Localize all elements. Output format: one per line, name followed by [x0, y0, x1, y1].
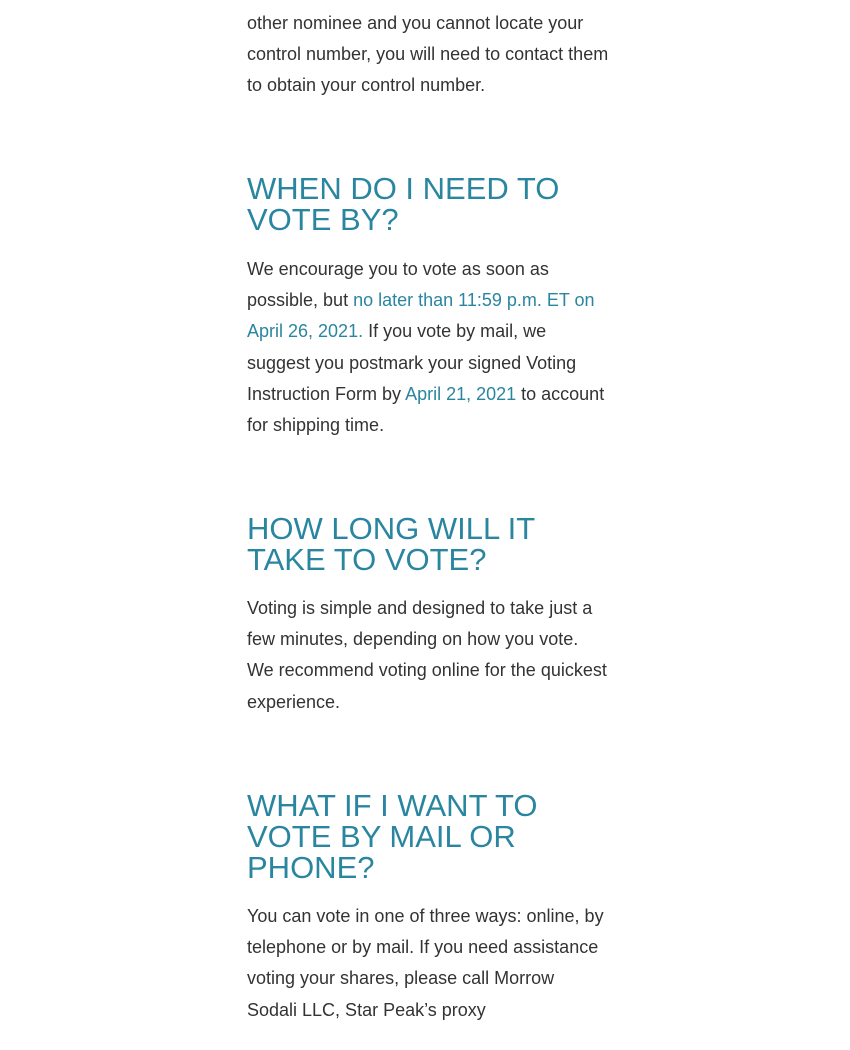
mail-postmark-date-highlight: April 21, 2021: [405, 383, 517, 404]
vote-methods-paragraph: [247, 901, 609, 1026]
vote-duration-text: Voting is simple and designed to take just a few minutes, depending on how you vote. We recommend voting online for the quickest experience.: [247, 598, 607, 712]
vote-deadline-text-1: We encourage you to vote as soon as possible, but: [247, 259, 549, 311]
vote-deadline-text-2: If you vote by mail, we suggest you postmark your signed Voting Instruction Form by: [247, 321, 577, 404]
vote-deadline-paragraph: [247, 254, 609, 441]
vote-deadline-highlight: no later than 11:59 p.m. ET on April 26, 2021.: [247, 290, 595, 342]
vote-duration-heading: HOW LONG WILL IT TAKE TO VOTE?: [247, 511, 535, 577]
vote-by-mail-phone-heading: WHAT IF I WANT TO VOTE BY MAIL OR PHONE?: [247, 788, 538, 885]
vote-deadline-text-3: to account for shipping time.: [247, 383, 605, 436]
vote-deadline-heading: WHEN DO I NEED TO VOTE BY?: [247, 171, 560, 237]
control-number-text: other nominee and you cannot locate your control number, you will need to contact them to obtain your control number.: [247, 13, 609, 96]
control-number-paragraph: [247, 8, 609, 102]
vote-methods-text: You can vote in one of three ways: online, by telephone or by mail. If you need assistance voting your shares, please call Morrow Sodali LLC, Star Peak’s proxy: [247, 906, 604, 1020]
vote-duration-paragraph: [247, 593, 609, 718]
